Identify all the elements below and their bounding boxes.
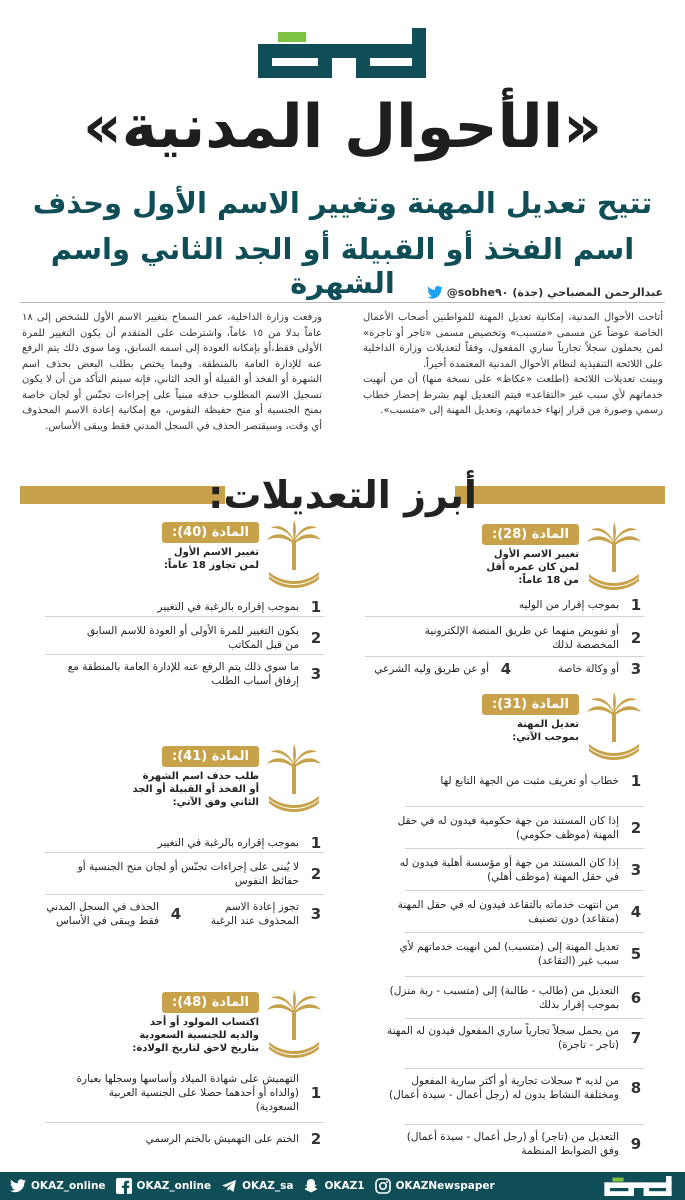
article-label [482,522,579,587]
byline [427,286,663,299]
item-number: 4 [500,660,512,678]
item-number: 4 [630,903,642,921]
item-number: 2 [630,629,642,647]
item-divider [45,616,325,617]
article-desc: والديه للجنسية السعودية [139,1030,259,1041]
item-text: ما سوى ذلك يتم الرفع عنه للإدارة العامة بالمنطقة مع إرفاق أسباب الطلب [67,661,299,687]
item-number: 3 [310,665,322,683]
item-number: 7 [630,1029,642,1047]
item-text: إذا كان المستند من جهة حكومية فيدون له في حقل المهنة (موظف حكومي) [397,815,619,841]
facebook-icon [116,1178,132,1194]
article-desc: تغيير الاسم الأول [493,549,579,560]
item-text: الختم على التهميش بالختم الرسمي [145,1133,299,1145]
article-paragraph: أتاحت الأحوال المدنية، إمكانية تعديل المهنة للمواطنين أصحاب الأعمال الخاصة عوضاً عن مسمى «متسبب» وتخصيص مسمى «تاجر أو تاجرة» لمن يحملون سجلاً تجارياً ساري المفعول، وفقاً لتعديلات وزارة الداخلية على اللائحة التنفيذية لنظام الأحوال المدنية المعتمدة أخيراً. [363,312,663,370]
item-text: التهميش على شهادة الميلاد وأساسها وسجلها بعبارة (والداه أو أحدهما حصلا على الجنسية العربية السعودية) [76,1073,299,1113]
article-desc: تغيير الاسم الأول [173,547,259,558]
social-footer [0,1172,685,1200]
item-divider [365,616,645,617]
item-number: 1 [310,1084,322,1102]
item-text: تعديل المهنة إلى (متسبب) لمن انهيت خدماتهم لأي سبب غير (التقاعد) [399,941,619,967]
footer-twitter-handle: OKAZ_online [31,1180,106,1192]
footer-facebook[interactable] [116,1178,212,1194]
twitter-icon [10,1178,26,1194]
instagram-icon [375,1178,391,1194]
item-divider [405,1068,645,1069]
footer-facebook-handle: OKAZ_online [136,1180,212,1192]
item-text: أو عن طريق وليه الشرعي [374,663,489,675]
item-number: 3 [630,861,642,879]
footer-telegram[interactable] [221,1178,293,1194]
item-number: 1 [310,598,322,616]
item-text: بموجب إقراره بالرغبة في التغيير [157,837,299,849]
twitter-icon [427,286,443,299]
article-desc: بتاريخ لاحق لتاريخ الولادة: [132,1043,259,1054]
footer-telegram-handle: OKAZ_sa [242,1180,294,1192]
saudi-emblem-icon [263,990,325,1060]
article-desc: تعديل المهنة [517,719,579,730]
item-divider [405,806,645,807]
subhead-line-2: اسم الفخذ أو القبيلة أو الجد الثاني واسم الشهرة [50,232,635,300]
article-31-header [445,692,645,762]
item-text: بموجب إقرار من الوليه [518,599,619,611]
item-number: 1 [630,772,642,790]
item-divider [45,894,325,895]
item-number: 1 [310,834,322,852]
item-number: 5 [630,945,642,963]
item-text: خطاب أو تعريف مثبت من الجهة التابع لها [440,775,619,787]
snapchat-icon [303,1178,319,1194]
byline-author: عبدالرحمن المصباحي (جدة) [512,286,663,299]
list-item [385,814,645,842]
item-text: التعديل من (تاجر) أو (رجل أعمال - سيدة أعمال) وفق الضوابط المنظمة [406,1131,619,1157]
article-label [162,520,259,572]
item-divider [45,1122,325,1123]
list-item [385,898,645,926]
article-desc: لمن كان عمره أقل [486,562,579,573]
footer-instagram[interactable] [375,1178,495,1194]
okaz-footer-logo [601,1176,675,1196]
item-text: التعديل من (طالب - طالبة) إلى (متسبب - ربة منزل) بموجب إقرار بذلك [389,985,619,1011]
item-divider [405,1018,645,1019]
saudi-emblem-icon [263,520,325,590]
list-item [35,900,185,928]
item-number: 4 [170,905,182,923]
item-number: 3 [630,660,642,678]
article-desc: الثاني وفق الآتي: [172,797,259,808]
list-item [75,860,325,888]
item-number: 1 [630,596,642,614]
article-column-left [22,310,322,434]
item-text: لا يُبنى على إجراءات تجنّس أو لجان منح الجنسية أو حفائظ النفوس [77,861,299,887]
list-item [395,624,645,652]
item-text: تجوز إعادة الاسم المحذوف عند الرغبة [210,901,299,927]
item-divider [365,656,645,657]
article-desc: طلب حذف اسم الشهرة [142,771,259,782]
article-paragraph: ورفعت وزارة الداخلية، عمر السماح بتغيير الاسم الأول للشخص إلى ١٨ عاماً بدلا من ١٥ عاماً، واشترطت على المتقدم أن يكون التغيير للمرة الأولى فقط،أو بإمكانه العودة إلى اسمه السابق، وما سوى ذلك يتم الرفع عنه للإدارة العامة بالمنطقة. وفيما يختص بطلب البعض بحذف اسم الشهرة أو الفخذ أو القبيلة أو الجد الثاني، فإنه سيتم التأكد من أن لا يكون تسجيل الاسم المطلوب حذفه مبنياً على إجراءات تجنّس أو لجان خاصة بمنح الجنسية أو منح حفيظة النفوس، مع إمكانية إعادة الاسم المحذوف أي وقت، وسيقتصر الحذف في السجل المدني فقط ويبقى الأساس. [22,312,322,432]
list-item [65,660,325,688]
footer-instagram-handle: OKAZNewspaper [395,1180,495,1192]
footer-snapchat-handle: OKAZ1 [324,1180,365,1192]
saudi-emblem-icon [583,692,645,762]
item-text: إذا كان المستند من جهة أو مؤسسة أهلية فيدون له في حقل المهنة (موظف أهلي) [399,857,619,883]
article-badge: المادة (28): [482,524,579,545]
footer-snapchat[interactable] [303,1178,364,1194]
saudi-emblem-icon [583,522,645,592]
list-item [65,1072,325,1114]
article-paragraph: وبينت تعديلات اللائحة (اطلعت «عكاظ» على نسخة منها) أن من أنهيت خدماتهم لأي سبب غير «التقاعد» فيتم التعديل لهم بشرط إحضار خطاب رسمي وصورة من قرار إنهاء خدماتهم، وتعديل المهنة إلى «متسبب». [363,374,663,416]
list-item [355,596,645,614]
item-text: أو وكالة خاصة [558,663,619,675]
byline-divider [20,302,665,303]
byline-handle[interactable]: @sobhe٩٠ [446,286,509,299]
telegram-icon [221,1178,237,1194]
item-divider [405,1124,645,1125]
list-item [385,1074,645,1102]
list-item [385,1130,645,1158]
item-divider [405,932,645,933]
article-column-right [363,310,663,419]
list-item [65,1130,325,1148]
article-badge: المادة (40): [162,522,259,543]
list-item [75,624,325,652]
item-text: من انتهت خدماته بالتقاعد فيدون له في حقل المهنة (متقاعد) دون تصنيف [397,899,619,925]
article-label [132,744,259,809]
article-desc: من 18 عاماً: [518,575,579,586]
item-number: 9 [630,1135,642,1153]
item-text: يكون التغيير للمرة الأولى أو العودة للاسم السابق من قبل المكاتب [86,625,299,651]
list-item [35,598,325,616]
footer-twitter[interactable] [10,1178,106,1194]
item-text: أو تفويض منهما عن طريق المنصة الإلكترونية المخصصة لذلك [424,625,619,651]
article-badge: المادة (48): [162,992,259,1013]
item-divider [405,848,645,849]
article-label [132,990,259,1055]
article-badge: المادة (31): [482,694,579,715]
list-item [385,856,645,884]
list-item [385,772,645,790]
list-item [195,900,325,928]
subhead-line-1: تتيح تعديل المهنة وتغيير الاسم الأول وحذف [32,186,653,220]
list-item [385,940,645,968]
article-badge: المادة (41): [162,746,259,767]
section-title: أبرز التعديلات: [208,473,477,517]
item-number: 6 [630,989,642,1007]
list-item [535,660,645,678]
item-divider [45,852,325,853]
item-text: الحذف في السجل المدني فقط ويبقى في الأساس [46,901,159,927]
article-28-header [445,522,645,592]
item-divider [405,890,645,891]
okaz-logo [258,28,426,78]
item-number: 2 [310,1130,322,1148]
article-desc: بموجب الآتي: [512,732,579,743]
item-text: بموجب إقراره بالرغبة في التغيير [157,601,299,613]
item-text: من يحمل سجلاً تجارياً ساري المفعول فيدون له المهنة (تاجر - تاجرة) [386,1025,619,1051]
item-number: 2 [310,629,322,647]
item-number: 3 [310,905,322,923]
list-item [35,834,325,852]
item-text: من لديه ٣ سجلات تجارية أو أكثر سارية المفعول ومختلفة النشاط بدون له (رجل أعمال - سيدة أعمال) [388,1075,619,1101]
item-number: 2 [310,865,322,883]
article-label [482,692,579,744]
headline: «الأحوال المدنية» [83,92,602,162]
item-divider [45,654,325,655]
article-desc: اكتساب المولود أو أحد [149,1017,259,1028]
saudi-emblem-icon [263,744,325,814]
item-number: 2 [630,819,642,837]
article-desc: أو الفخذ أو القبيلة أو الجد [132,784,259,795]
article-41-header [115,744,325,814]
article-48-header [95,990,325,1060]
article-desc: لمن تجاوز 18 عاماً: [163,560,259,571]
list-item [385,1024,645,1052]
article-40-header [115,520,325,590]
list-item [385,984,645,1012]
item-divider [405,976,645,977]
list-item [345,660,515,678]
item-number: 8 [630,1079,642,1097]
